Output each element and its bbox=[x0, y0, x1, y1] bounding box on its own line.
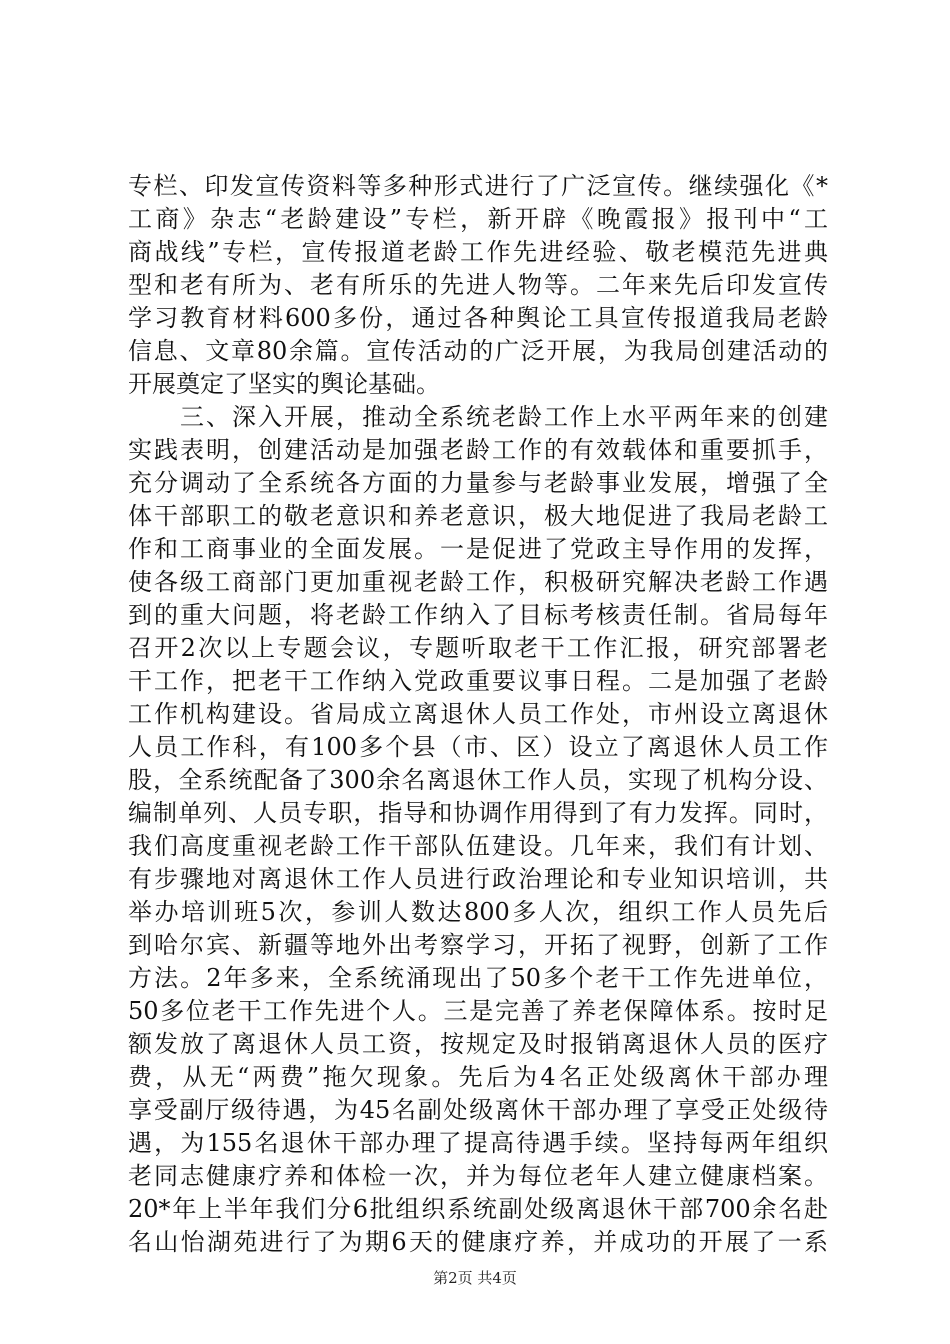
text-line: 使各级工商部门更加重视老龄工作，积极研究解决老龄工作遇 bbox=[128, 568, 828, 596]
text-line: 召开2次以上专题会议，专题听取老干工作汇报，研究部署老 bbox=[128, 634, 828, 662]
text-line: 专栏、印发宣传资料等多种形式进行了广泛宣传。继续强化《* bbox=[128, 172, 828, 200]
text-line: 费，从无“两费”拖欠现象。先后为4名正处级离休干部办理 bbox=[128, 1063, 828, 1091]
text-line: 额发放了离退休人员工资，按规定及时报销离退休人员的医疗 bbox=[128, 1030, 828, 1058]
text-line: 50多位老干工作先进个人。三是完善了养老保障体系。按时足 bbox=[128, 997, 828, 1025]
text-line: 有步骤地对离退休工作人员进行政治理论和专业知识培训，共 bbox=[128, 865, 828, 893]
text-line: 人员工作科，有100多个县（市、区）设立了离退休人员工作 bbox=[128, 733, 828, 761]
text-line: 到哈尔宾、新疆等地外出考察学习，开拓了视野，创新了工作 bbox=[128, 931, 828, 959]
text-line: 方法。2年多来，全系统涌现出了50多个老干工作先进单位， bbox=[128, 964, 828, 992]
text-line: 我们高度重视老龄工作干部队伍建设。几年来，我们有计划、 bbox=[128, 832, 828, 860]
text-line: 商战线”专栏，宣传报道老龄工作先进经验、敬老模范先进典 bbox=[128, 238, 828, 266]
text-line: 信息、文章80余篇。宣传活动的广泛开展，为我局创建活动的 bbox=[128, 337, 828, 365]
text-line: 学习教育材料600多份，通过各种舆论工具宣传报道我局老龄 bbox=[128, 304, 828, 332]
text-line: 开展奠定了坚实的舆论基础。 bbox=[128, 370, 440, 398]
text-line: 工商》杂志“老龄建设”专栏，新开辟《晚霞报》报刊中“工 bbox=[128, 205, 828, 233]
text-line: 老同志健康疗养和体检一次，并为每位老年人建立健康档案。 bbox=[128, 1162, 828, 1190]
text-line: 遇，为155名退休干部办理了提高待遇手续。坚持每两年组织 bbox=[128, 1129, 828, 1157]
text-line: 型和老有所为、老有所乐的先进人物等。二年来先后印发宣传 bbox=[128, 271, 828, 299]
text-line: 名山怡湖苑进行了为期6天的健康疗养，并成功的开展了一系 bbox=[128, 1228, 828, 1256]
text-line: 股，全系统配备了300余名离退休工作人员，实现了机构分设、 bbox=[128, 766, 828, 794]
text-line: 举办培训班5次，参训人数达800多人次，组织工作人员先后 bbox=[128, 898, 828, 926]
text-line: 到的重大问题，将老龄工作纳入了目标考核责任制。省局每年 bbox=[128, 601, 828, 629]
text-line: 工作机构建设。省局成立离退休人员工作处，市州设立离退休 bbox=[128, 700, 828, 728]
page-footer: 第2页 共4页 bbox=[433, 1269, 517, 1287]
text-line: 20*年上半年我们分6批组织系统副处级离退休干部700余名赴 bbox=[128, 1195, 828, 1223]
text-line: 体干部职工的敬老意识和养老意识，极大地促进了我局老龄工 bbox=[128, 502, 828, 530]
body-text bbox=[128, 170, 828, 1259]
text-line: 作和工商事业的全面发展。一是促进了党政主导作用的发挥， bbox=[128, 535, 828, 563]
text-line: 三、深入开展，推动全系统老龄工作上水平两年来的创建 bbox=[128, 403, 828, 431]
text-line: 享受副厅级待遇，为45名副处级离休干部办理了享受正处级待 bbox=[128, 1096, 828, 1124]
text-line: 充分调动了全系统各方面的力量参与老龄事业发展，增强了全 bbox=[128, 469, 828, 497]
text-line: 编制单列、人员专职，指导和协调作用得到了有力发挥。同时， bbox=[128, 799, 828, 827]
text-line: 实践表明，创建活动是加强老龄工作的有效载体和重要抓手， bbox=[128, 436, 828, 464]
text-line: 干工作，把老干工作纳入党政重要议事日程。二是加强了老龄 bbox=[128, 667, 828, 695]
